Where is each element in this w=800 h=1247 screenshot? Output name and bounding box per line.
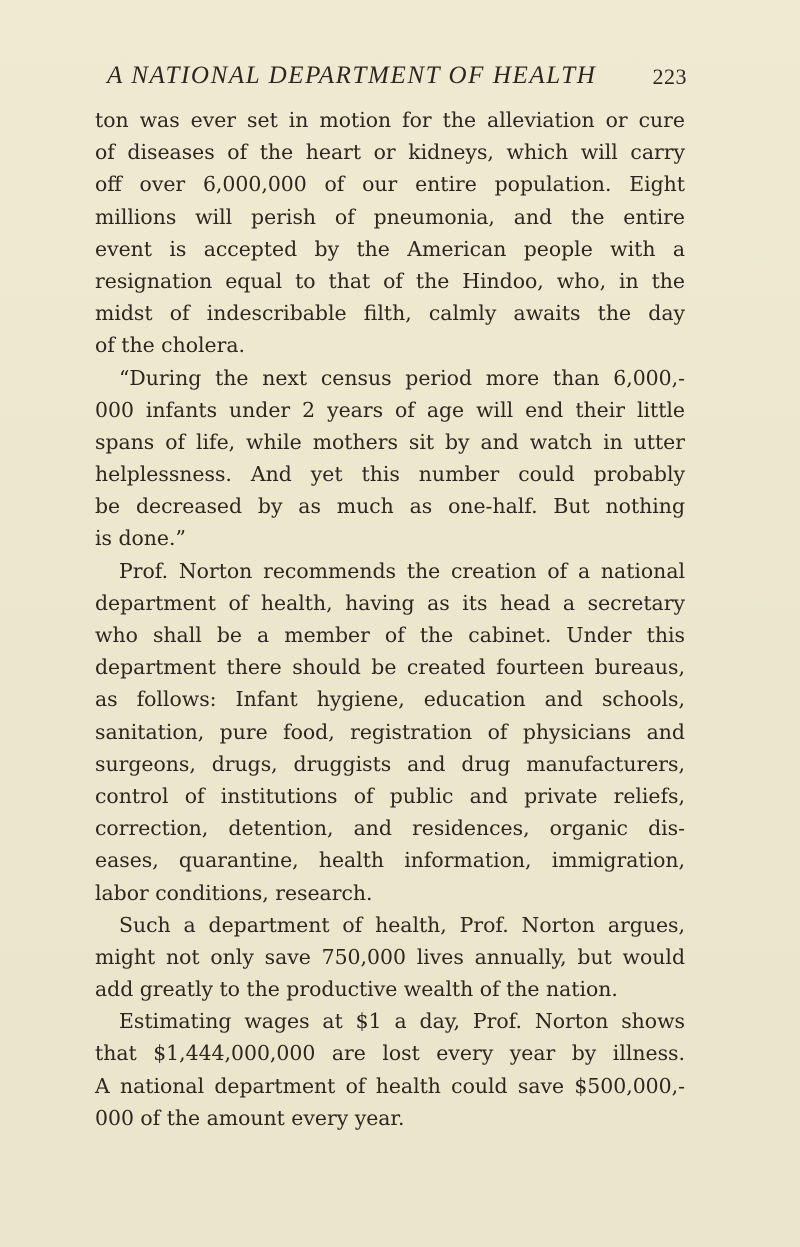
text-line: Prof. Norton recommends the creation of a national bbox=[119, 558, 685, 583]
text-line: helplessness. And yet this number could probably bbox=[95, 462, 685, 487]
text-line: that $1,444,000,000 are lost every year by illness. bbox=[95, 1041, 685, 1066]
text-line: A national department of health could save $500,000,- bbox=[95, 1073, 685, 1098]
body-text bbox=[95, 104, 685, 1134]
text-line: might not only save 750,000 lives annually, but would bbox=[95, 944, 685, 969]
page-number: 223 bbox=[652, 64, 687, 89]
text-line: Estimating wages at $1 a day, Prof. Norton shows bbox=[119, 1009, 685, 1034]
text-line: millions will perish of pneumonia, and the entire bbox=[95, 204, 685, 229]
text-line: department of health, having as its head a secretary bbox=[95, 590, 685, 615]
running-title: A NATIONAL DEPARTMENT OF HEALTH bbox=[107, 62, 597, 89]
text-line: sanitation, pure food, registration of physicians and bbox=[95, 719, 685, 744]
text-line: resignation equal to that of the Hindoo, who, in the bbox=[95, 268, 685, 293]
text-line: control of institutions of public and private reliefs, bbox=[95, 783, 685, 808]
text-line: correction, detention, and residences, organic dis- bbox=[95, 816, 685, 841]
text-line: 000 of the amount every year. bbox=[95, 1105, 405, 1130]
text-line: of diseases of the heart or kidneys, which will carry bbox=[95, 140, 685, 165]
text-line: add greatly to the productive wealth of the nation. bbox=[95, 977, 618, 1002]
text-line: event is accepted by the American people with a bbox=[95, 236, 685, 261]
text-line: 000 infants under 2 years of age will end their little bbox=[95, 397, 685, 422]
text-line: spans of life, while mothers sit by and watch in utter bbox=[95, 429, 685, 454]
text-line: of the cholera. bbox=[95, 333, 245, 358]
text-line: who shall be a member of the cabinet. Under this bbox=[95, 623, 685, 647]
text-line: is done.” bbox=[95, 526, 186, 551]
page-header bbox=[95, 62, 705, 92]
text-line: department there should be created fourteen bureaus, bbox=[95, 655, 685, 680]
text-line: Such a department of health, Prof. Norton argues, bbox=[119, 912, 685, 937]
text-line: midst of indescribable filth, calmly awaits the day bbox=[95, 301, 685, 326]
text-line: labor conditions, research. bbox=[95, 880, 373, 905]
text-line: off over 6,000,000 of our entire population. Eight bbox=[95, 172, 685, 197]
text-line: be decreased by as much as one-half. But nothing bbox=[95, 494, 685, 519]
text-line: eases, quarantine, health information, immigration, bbox=[95, 848, 685, 873]
text-line: “During the next census period more than 6,000,- bbox=[119, 365, 685, 390]
text-line: ton was ever set in motion for the alleviation or cure bbox=[95, 108, 685, 132]
text-line: as follows: Infant hygiene, education and schools, bbox=[95, 687, 685, 712]
text-line: surgeons, drugs, druggists and drug manufacturers, bbox=[95, 751, 685, 776]
